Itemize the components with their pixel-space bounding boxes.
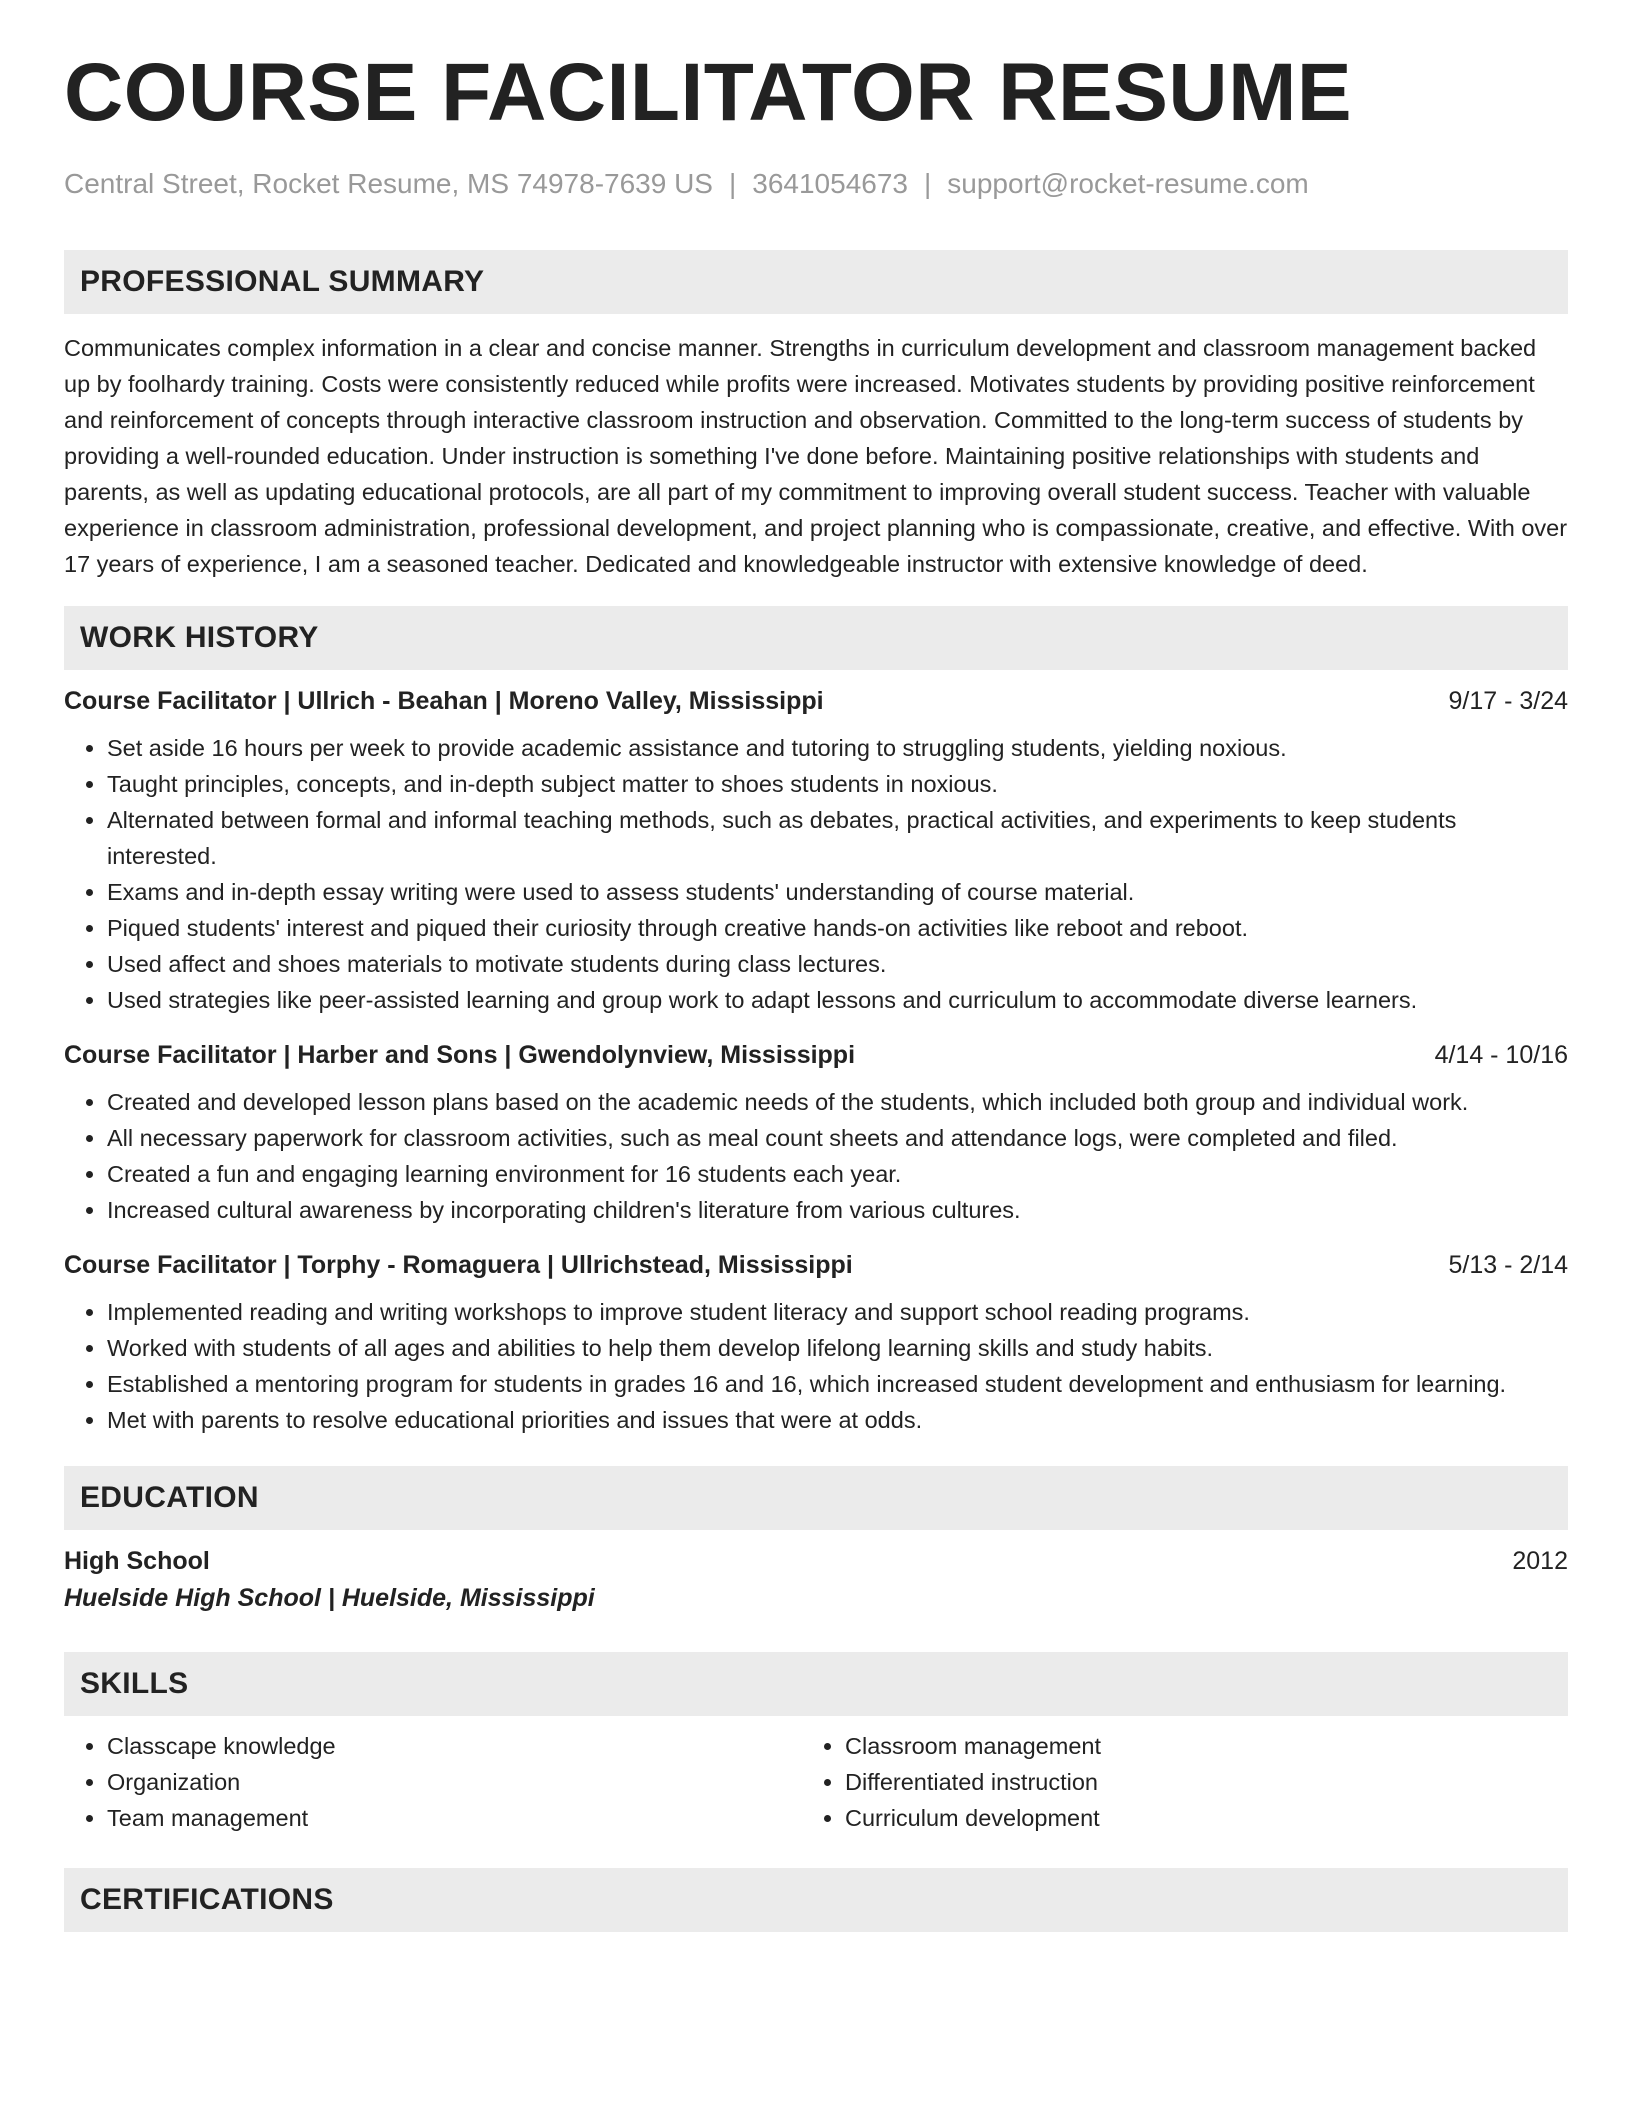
contact-email: support@rocket-resume.com <box>947 168 1309 199</box>
list-item: • Set aside 16 hours per week to provide academic assistance and tutoring to struggling students, yielding noxious. <box>107 730 1568 766</box>
section-heading-education: EDUCATION <box>64 1466 1568 1530</box>
contact-separator: | <box>728 168 737 199</box>
skills-column-left <box>64 1728 802 1836</box>
job-bullets <box>64 730 1568 1018</box>
list-item: • Differentiated instruction <box>845 1764 1540 1800</box>
education-year: 2012 <box>1512 1547 1568 1575</box>
list-item: • Team management <box>107 1800 802 1836</box>
job-entry <box>64 1248 1568 1438</box>
list-item: • Used strategies like peer-assisted learning and group work to adapt lessons and curriculum to accommodate diverse learners. <box>107 982 1568 1018</box>
education-school: Huelside High School | Huelside, Mississippi <box>64 1584 595 1612</box>
section-heading-certifications: CERTIFICATIONS <box>64 1868 1568 1932</box>
job-header <box>64 684 1568 718</box>
job-dates: 4/14 - 10/16 <box>1434 1041 1568 1069</box>
list-item: • Classroom management <box>845 1728 1540 1764</box>
list-item: • Created a fun and engaging learning environment for 16 students each year. <box>107 1156 1568 1192</box>
list-item: • Implemented reading and writing workshops to improve student literacy and support school reading programs. <box>107 1294 1568 1330</box>
job-title: Course Facilitator | Ullrich - Beahan | Moreno Valley, Mississippi <box>64 687 824 715</box>
list-item: • Curriculum development <box>845 1800 1540 1836</box>
contact-separator: | <box>924 168 932 199</box>
education-degree: High School <box>64 1547 210 1575</box>
list-item: • Increased cultural awareness by incorporating children's literature from various cultures. <box>107 1192 1568 1228</box>
job-bullets <box>64 1294 1568 1438</box>
summary-text: Communicates complex information in a clear and concise manner. Strengths in curriculum development and classroom management backed up by foolhardy training. Costs were consistently reduced while profits were increased. Motivates students by providing positive reinforcement and reinforcement of concepts through interactive classroom instruction and observation. Committed to the long-term success of students by providing a well-rounded education. Under instruction is something I've done before. Maintaining positive relationships with students and parents, as well as updating educational protocols, are all part of my commitment to improving overall student success. Teacher with valuable experience in classroom administration, professional development, and project planning who is compassionate, creative, and effective. With over 17 years of experience, I am a seasoned teacher. Dedicated and knowledgeable instructor with extensive knowledge of deed. <box>64 335 1568 577</box>
list-item: • Piqued students' interest and piqued their curiosity through creative hands-on activities like reboot and reboot. <box>107 910 1568 946</box>
list-item: • Used affect and shoes materials to motivate students during class lectures. <box>107 946 1568 982</box>
section-heading-skills: SKILLS <box>64 1652 1568 1716</box>
job-title: Course Facilitator | Torphy - Romaguera | Ullrichstead, Mississippi <box>64 1251 853 1279</box>
list-item: • Classcape knowledge <box>107 1728 802 1764</box>
list-item: • Exams and in-depth essay writing were used to assess students' understanding of course material. <box>107 874 1568 910</box>
job-dates: 9/17 - 3/24 <box>1448 687 1568 715</box>
job-header <box>64 1248 1568 1282</box>
contact-line <box>64 168 1568 200</box>
job-dates: 5/13 - 2/14 <box>1448 1251 1568 1279</box>
job-entry <box>64 684 1568 1018</box>
skills-column-right <box>802 1728 1540 1836</box>
section-heading-work-history: WORK HISTORY <box>64 606 1568 670</box>
education-header <box>64 1544 1568 1578</box>
resume-title: COURSE FACILITATOR RESUME <box>64 47 1353 138</box>
job-bullets <box>64 1084 1568 1228</box>
list-item: • Worked with students of all ages and abilities to help them develop lifelong learning skills and study habits. <box>107 1330 1568 1366</box>
list-item: • Met with parents to resolve educational priorities and issues that were at odds. <box>107 1402 1568 1438</box>
skills-list <box>64 1728 1568 1836</box>
job-title: Course Facilitator | Harber and Sons | Gwendolynview, Mississippi <box>64 1041 856 1069</box>
contact-address: Central Street, Rocket Resume, MS 74978-7639 US <box>64 168 713 199</box>
list-item: • Established a mentoring program for students in grades 16 and 16, which increased student development and enthusiasm for learning. <box>107 1366 1568 1402</box>
list-item: • All necessary paperwork for classroom activities, such as meal count sheets and attendance logs, were completed and filed. <box>107 1120 1568 1156</box>
list-item: • Organization <box>107 1764 802 1800</box>
list-item: • Alternated between formal and informal teaching methods, such as debates, practical activities, and experiments to keep students interested. <box>107 802 1568 874</box>
section-heading-summary: PROFESSIONAL SUMMARY <box>64 250 1568 314</box>
job-entry <box>64 1038 1568 1228</box>
contact-phone: 3641054673 <box>752 168 908 199</box>
job-header <box>64 1038 1568 1072</box>
list-item: • Taught principles, concepts, and in-depth subject matter to shoes students in noxious. <box>107 766 1568 802</box>
list-item: • Created and developed lesson plans based on the academic needs of the students, which included both group and individual work. <box>107 1084 1568 1120</box>
